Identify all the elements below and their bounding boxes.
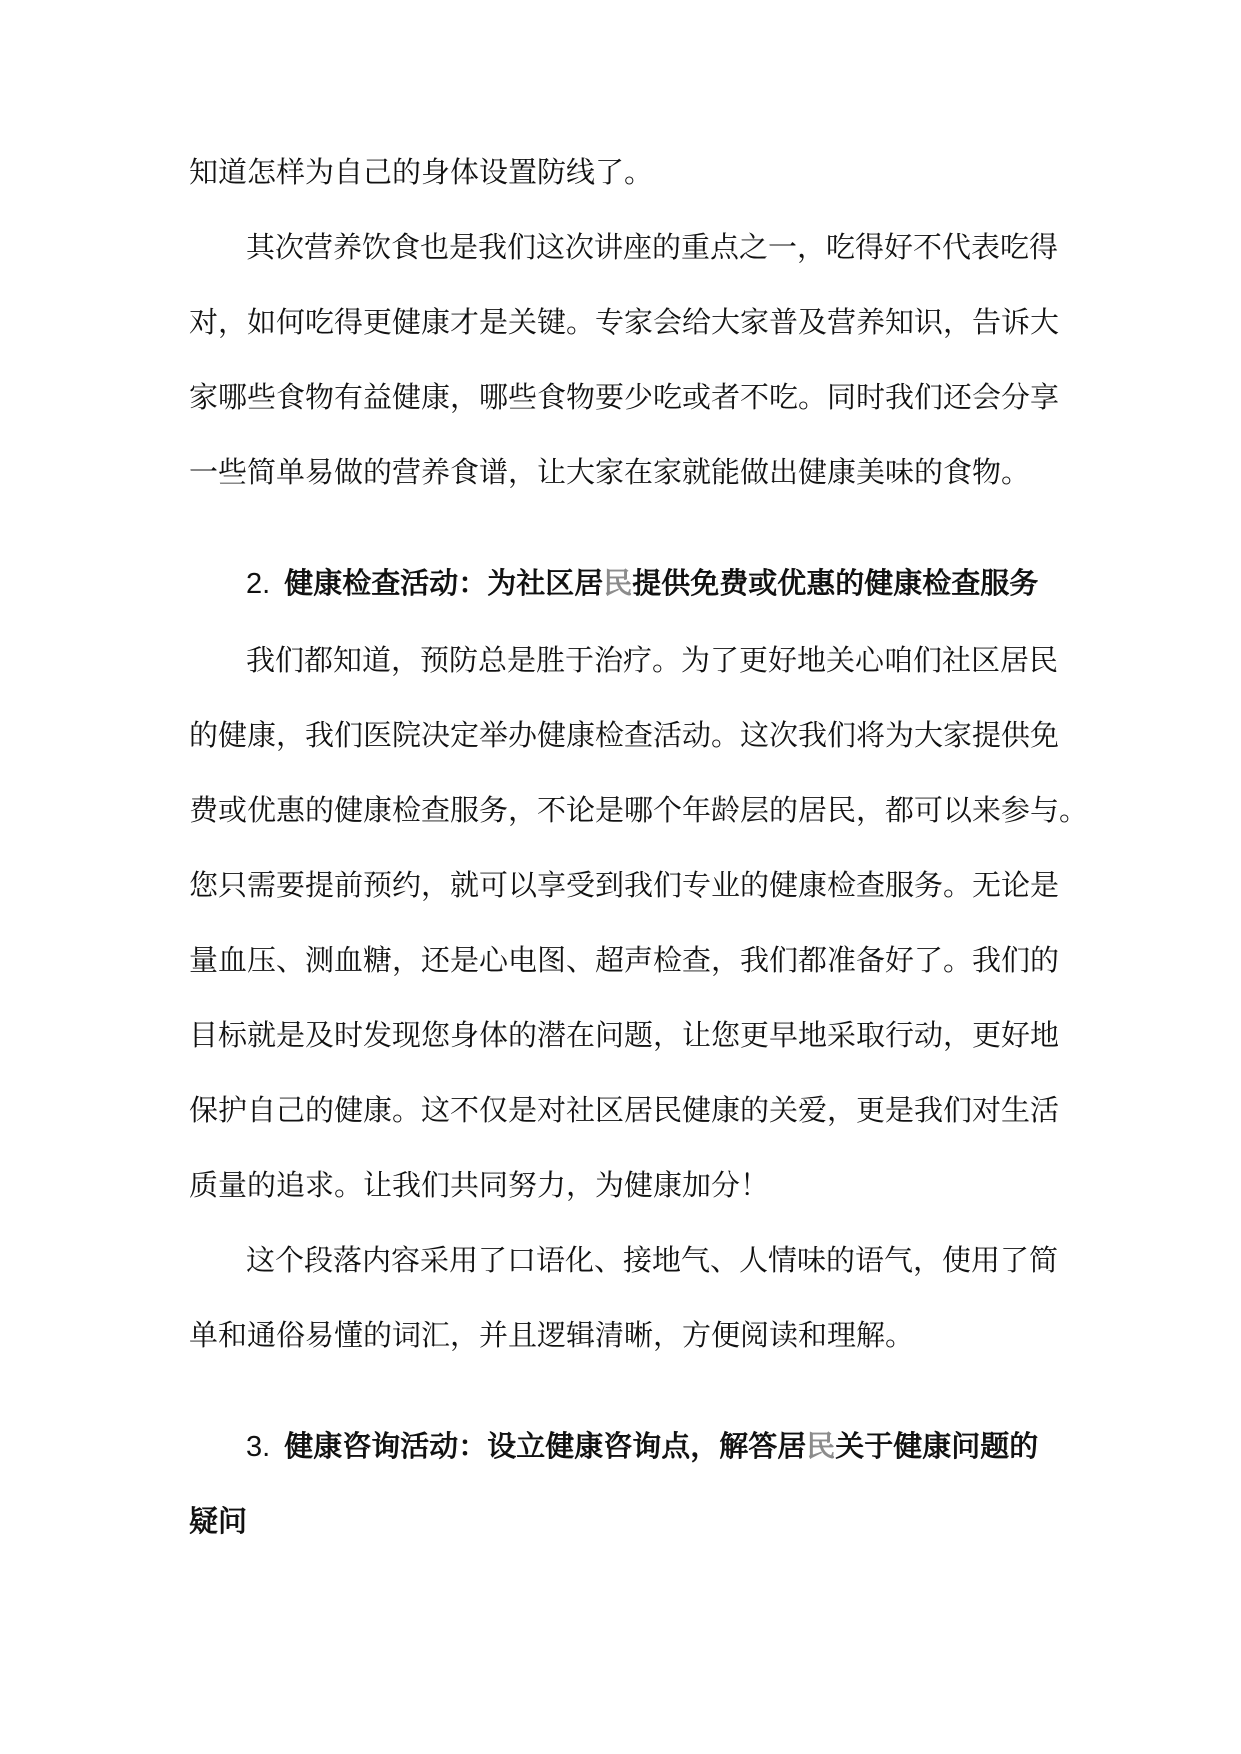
paragraph-line: 知道怎样为自己的身体设置防线了。 <box>189 155 654 189</box>
paragraph-line: 目标就是及时发现您身体的潜在问题，让您更早地采取行动，更好地 <box>189 1018 1060 1052</box>
paragraph-line: 质量的追求。让我们共同努力，为健康加分！ <box>189 1168 770 1202</box>
paragraph-line: 您只需要提前预约，就可以享受到我们专业的健康检查服务。无论是 <box>189 868 1060 902</box>
paragraph-line: 我们都知道，预防总是胜于治疗。为了更好地关心咱们社区居民 <box>246 643 1059 677</box>
paragraph-line: 费或优惠的健康检查服务，不论是哪个年龄层的居民，都可以来参与。 <box>189 793 1089 827</box>
section-heading-3-continuation: 疑问 <box>189 1504 248 1538</box>
paragraph-line: 一些简单易做的营养食谱，让大家在家就能做出健康美味的食物。 <box>189 455 1031 489</box>
paragraph-line: 的健康，我们医院决定举办健康检查活动。这次我们将为大家提供免 <box>189 718 1060 752</box>
heading-text: 提供免费或优惠的健康检查服务 <box>632 566 1039 600</box>
heading-text: 健康检查活动：为社区居 <box>284 566 604 600</box>
paragraph-line: 这个段落内容采用了口语化、接地气、人情味的语气，使用了简 <box>246 1243 1059 1277</box>
heading-text: 健康咨询活动：设立健康咨询点，解答居 <box>284 1429 807 1463</box>
paragraph-line: 保护自己的健康。这不仅是对社区居民健康的关爱，更是我们对生活 <box>189 1093 1060 1127</box>
heading-number: 3. <box>246 1431 271 1463</box>
heading-number: 2. <box>246 568 271 600</box>
paragraph-line: 其次营养饮食也是我们这次讲座的重点之一，吃得好不代表吃得 <box>246 230 1059 264</box>
paragraph-line: 家哪些食物有益健康，哪些食物要少吃或者不吃。同时我们还会分享 <box>189 380 1060 414</box>
heading-faded-glyph: 民 <box>603 566 633 600</box>
paragraph-line: 对，如何吃得更健康才是关键。专家会给大家普及营养知识，告诉大 <box>189 305 1060 339</box>
paragraph-line: 单和通俗易懂的词汇，并且逻辑清晰，方便阅读和理解。 <box>189 1318 915 1352</box>
paragraph-line: 量血压、测血糖，还是心电图、超声检查，我们都准备好了。我们的 <box>189 943 1060 977</box>
section-heading-3 <box>246 1426 1038 1467</box>
section-heading-2 <box>246 563 1038 604</box>
heading-text: 关于健康问题的 <box>835 1429 1039 1463</box>
heading-faded-glyph: 民 <box>806 1429 836 1463</box>
